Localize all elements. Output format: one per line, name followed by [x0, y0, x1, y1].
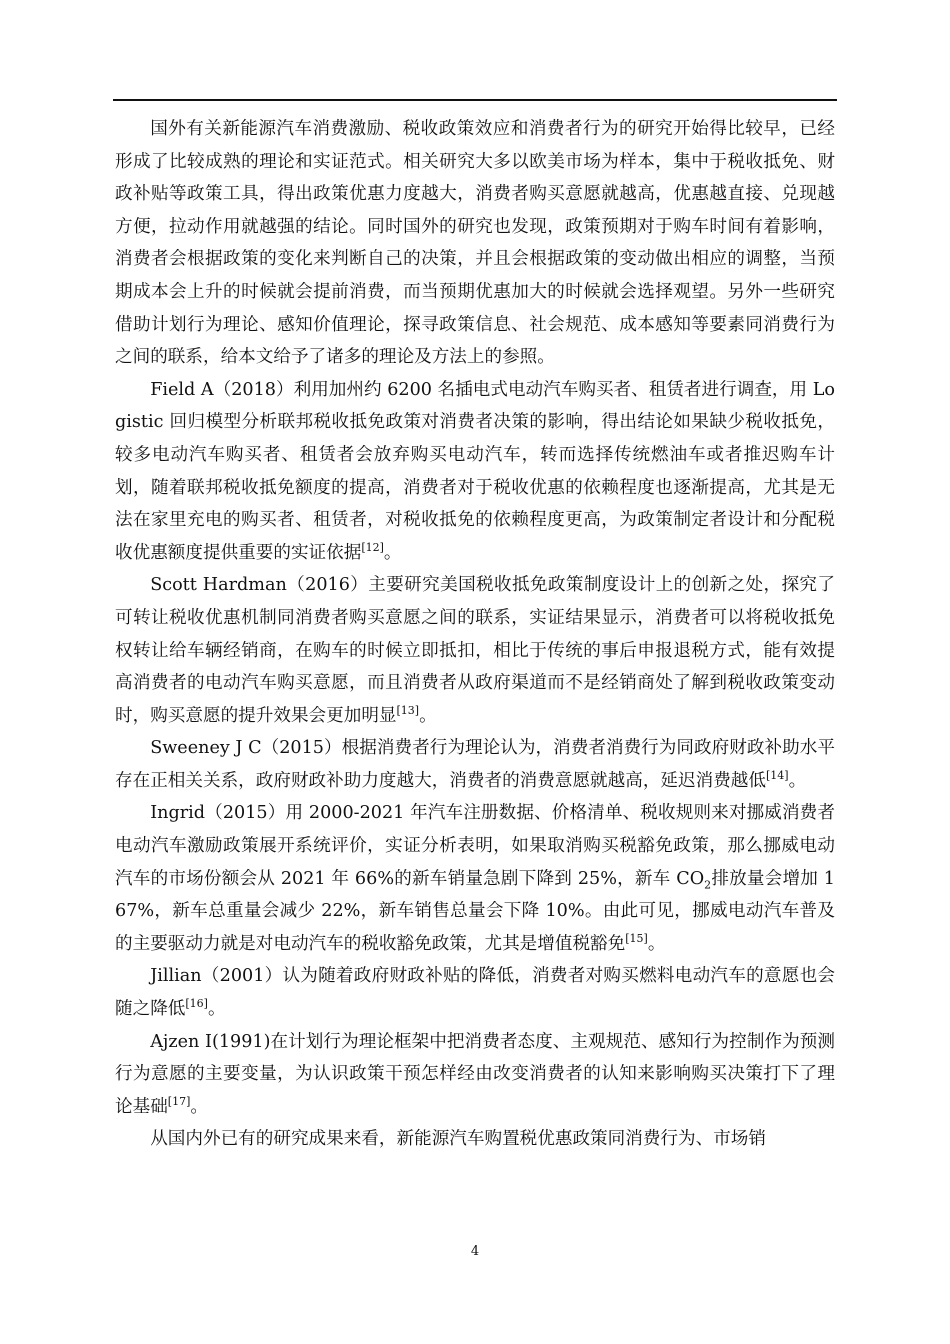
- citation-marker: [12]: [361, 540, 384, 554]
- paragraph-text: Ingrid（2015）用 2000-2021 年汽车注册数据、价格清单、税收规则来对挪威消费者电动汽车激励政策展开系统评价，实证分析表明，如果取消购买税豁免政策，那么挪威电动汽车的市场份额会从 2021 年 66%的新车销量急剧下降到 25%，新车 CO: [115, 803, 835, 889]
- paragraph-3: [115, 569, 835, 732]
- paragraph-text: 国外有关新能源汽车消费激励、税收政策效应和消费者行为的研究开始得比较早，已经形成了比较成熟的理论和实证范式。相关研究大多以欧美市场为样本，集中于税收抵免、财政补贴等政策工具，得出政策优惠力度越大，消费者购买意愿就越高，优惠越直接、兑现越方便，拉动作用就越强的结论。同时国外的研究也发现，政策预期对于购车时间有着影响，消费者会根据政策的变化来判断自己的决策，并且会根据政策的变动做出相应的调整，当预期成本会上升的时候就会提前消费，而当预期优惠加大的时候就会选择观望。另外一些研究借助计划行为理论、感知价值理论，探寻政策信息、社会规范、成本感知等要素同消费行为之间的联系，给本文给予了诸多的理论及方法上的参照。: [115, 119, 835, 368]
- body-text: [115, 113, 835, 1156]
- paragraph-6: [115, 960, 835, 1025]
- paragraph-tail: 。: [207, 999, 226, 1020]
- paragraph-2: [115, 374, 835, 570]
- citation-marker: [13]: [396, 703, 420, 717]
- page-number: 4: [470, 1244, 480, 1259]
- header-rule: [113, 99, 837, 101]
- paragraph-text: Scott Hardman（2016）主要研究美国税收抵免政策制度设计上的创新之处，探究了可转让税收优惠机制同消费者购买意愿之间的联系，实证结果显示，消费者可以将税收抵免权转让给车辆经销商，在购车的时候立即抵扣，相比于传统的事后申报退税方式，能有效提高消费者的电动汽车购买意愿，而且消费者从政府渠道而不是经销商处了解到税收政策变动时，购买意愿的提升效果会更加明显: [115, 575, 835, 726]
- citation-marker: [16]: [185, 997, 208, 1011]
- citation-marker: [15]: [625, 931, 648, 945]
- subscript: 2: [704, 878, 712, 892]
- paragraph-5: [115, 797, 835, 960]
- paragraph-text: 从国内外已有的研究成果来看，新能源汽车购置税优惠政策同消费行为、市场销: [150, 1129, 766, 1150]
- paragraph-tail: 。: [190, 1096, 208, 1117]
- paragraph-text: Field A（2018）利用加州约 6200 名插电式电动汽车购买者、租赁者进行调查，用 Logistic 回归模型分析联邦税收抵免政策对消费者决策的影响，得出结论如果缺少税收抵免，较多电动汽车购买者、租赁者会放弃购买电动汽车，转而选择传统燃油车或者推迟购车计划，随着联邦税收抵免额度的提高，消费者对于税收优惠的依赖程度也逐渐提高，尤其是无法在家里充电的购买者、租赁者，对税收抵免的依赖程度更高，为政策制定者设计和分配税收优惠额度提供重要的实证依据: [115, 379, 835, 563]
- paragraph-4: [115, 732, 835, 797]
- citation-marker: [17]: [167, 1094, 191, 1108]
- paragraph-tail: 。: [788, 770, 807, 791]
- paragraph-text: Jillian（2001）认为随着政府财政补贴的降低，消费者对购买燃料电动汽车的意愿也会随之降低: [115, 966, 835, 1020]
- paragraph-text: Ajzen I(1991)在计划行为理论框架中把消费者态度、主观规范、感知行为控制作为预测行为意愿的主要变量，为认识政策干预怎样经由改变消费者的认知来影响购买决策打下了理论基础: [115, 1031, 835, 1117]
- paragraph-8: [115, 1123, 835, 1156]
- paragraph-text-continued: 排放量会增加 167%，新车总重量会减少 22%，新车销售总量会下降 10%。由此可见，挪威电动汽车普及的主要驱动力就是对电动汽车的税收豁免政策，尤其是增值税豁免: [115, 868, 835, 954]
- paragraph-text: Sweeney J C（2015）根据消费者行为理论认为，消费者消费行为同政府财政补助水平存在正相关关系，政府财政补助力度越大，消费者的消费意愿就越高，延迟消费越低: [115, 738, 835, 791]
- paragraph-7: [115, 1026, 835, 1124]
- paragraph-tail: 。: [383, 542, 402, 563]
- paragraph-tail: 。: [647, 933, 666, 954]
- paragraph-tail: 。: [419, 705, 437, 726]
- citation-marker: [14]: [765, 769, 789, 783]
- paragraph-1: [115, 113, 835, 374]
